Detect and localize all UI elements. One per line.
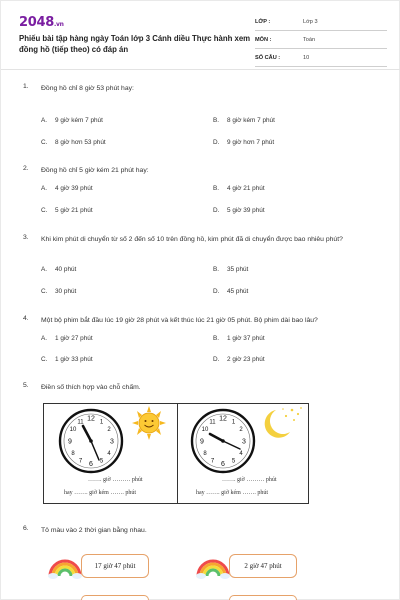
question-text: Tô màu vào 2 thời gian bằng nhau. — [41, 527, 147, 534]
time-card-text: 2 giờ 47 phút — [244, 562, 282, 570]
option-letter: B. — [213, 335, 220, 342]
clock-number: 7 — [210, 458, 215, 465]
clock-number: 12 — [219, 415, 227, 423]
clock-number: 5 — [99, 458, 104, 465]
meta-row-subject — [255, 33, 387, 49]
rainbow-icon — [47, 546, 83, 580]
option-1d[interactable] — [213, 139, 274, 146]
option-letter: D. — [213, 356, 220, 363]
clock-right — [184, 408, 262, 474]
clock-number: 9 — [68, 438, 72, 446]
question-text: Điền số thích hợp vào chỗ chấm. — [41, 384, 141, 391]
clock-number: 12 — [87, 415, 95, 423]
clock-number: 10 — [201, 427, 209, 433]
option-letter: C. — [41, 356, 48, 363]
clock-number: 3 — [242, 438, 246, 446]
clock-left-caption-1: ……. giờ ……… phút — [88, 477, 143, 483]
option-letter: B. — [213, 117, 220, 124]
option-letter: D. — [213, 207, 220, 214]
clock-left — [52, 408, 130, 474]
option-text: 30 phút — [55, 288, 77, 295]
question-text: Khi kim phút di chuyển từ số 2 đến số 10 trên đồng hồ, kim phút đã di chuyển được bao nhiêu phút? — [41, 236, 343, 243]
meta-value: Toán — [303, 37, 316, 43]
option-3b[interactable] — [213, 266, 248, 273]
option-letter: A. — [41, 185, 48, 192]
option-2c[interactable] — [41, 207, 93, 214]
option-text: 9 giờ hơn 7 phút — [227, 139, 275, 146]
option-text: 45 phút — [227, 288, 249, 295]
time-card-1[interactable] — [81, 554, 149, 578]
option-text: 9 giờ kém 7 phút — [55, 117, 103, 124]
clock-number: 3 — [110, 438, 114, 446]
meta-label: LỚP : — [255, 19, 271, 25]
question-text: Một bộ phim bắt đầu lúc 19 giờ 28 phút và kết thúc lúc 21 giờ 05 phút. Bộ phim dài bao lâu? — [41, 317, 318, 324]
question-number: 5. — [23, 382, 29, 389]
clock-number: 1 — [99, 419, 104, 426]
question-text: Đồng hồ chỉ 8 giờ 53 phút hay: — [41, 85, 134, 92]
option-1a[interactable] — [41, 117, 103, 124]
clock-number: 11 — [77, 419, 84, 426]
option-text: 1 giờ 27 phút — [55, 335, 93, 342]
time-card-2[interactable] — [229, 554, 297, 578]
option-2a[interactable] — [41, 185, 93, 192]
clock-number: 4 — [107, 451, 111, 457]
option-letter: C. — [41, 288, 48, 295]
clock-number: 10 — [69, 427, 77, 433]
option-text: 4 giờ 39 phút — [55, 185, 93, 192]
clock-right-caption-2: hay ……. giờ kém ……. phút — [196, 490, 268, 496]
clock-number: 4 — [239, 451, 243, 457]
clock-number: 7 — [78, 458, 83, 465]
meta-label: MÔN : — [255, 37, 272, 43]
clock-center — [221, 439, 225, 443]
brand-suffix: .vn — [53, 21, 64, 28]
option-4c[interactable] — [41, 356, 93, 363]
option-letter: B. — [213, 185, 220, 192]
option-letter: D. — [213, 139, 220, 146]
option-4d[interactable] — [213, 356, 265, 363]
clock-number: 11 — [209, 419, 216, 426]
clock-number: 6 — [221, 461, 225, 468]
option-text: 40 phút — [55, 266, 77, 273]
question-number: 6. — [23, 525, 29, 532]
meta-table — [255, 15, 387, 69]
question-number: 4. — [23, 315, 29, 322]
clock-number: 5 — [231, 458, 236, 465]
clock-right-caption-1: ……. giờ ……… phút — [222, 477, 277, 483]
question-number: 2. — [23, 165, 29, 172]
sun-icon — [130, 406, 168, 440]
option-letter: C. — [41, 207, 48, 214]
worksheet-header — [19, 15, 387, 71]
time-card-text: 17 giờ 47 phút — [94, 562, 136, 570]
meta-label: SỐ CÂU : — [255, 55, 281, 61]
option-letter: A. — [41, 335, 48, 342]
option-text: 5 giờ 21 phút — [55, 207, 93, 214]
option-1c[interactable] — [41, 139, 106, 146]
brand-main: 2048 — [19, 15, 54, 30]
option-text: 8 giờ hơn 53 phút — [55, 139, 106, 146]
option-3a[interactable] — [41, 266, 76, 273]
option-3d[interactable] — [213, 288, 248, 295]
clock-exercise-box — [43, 403, 309, 504]
option-4b[interactable] — [213, 335, 265, 342]
option-text: 35 phút — [227, 266, 249, 273]
option-text: 1 giờ 37 phút — [227, 335, 265, 342]
meta-value: 10 — [303, 55, 310, 61]
brand-logo[interactable] — [19, 15, 64, 30]
meta-row-count — [255, 51, 387, 67]
clock-number: 2 — [107, 427, 111, 433]
option-letter: B. — [213, 266, 220, 273]
question-number: 1. — [23, 83, 29, 90]
option-letter: A. — [41, 266, 48, 273]
clock-box-divider — [177, 404, 178, 503]
option-2d[interactable] — [213, 207, 265, 214]
clock-number: 9 — [200, 438, 204, 446]
option-1b[interactable] — [213, 117, 275, 124]
option-4a[interactable] — [41, 335, 93, 342]
meta-value: Lớp 3 — [303, 19, 318, 25]
option-text: 4 giờ 21 phút — [227, 185, 265, 192]
option-2b[interactable] — [213, 185, 265, 192]
clock-number: 6 — [89, 461, 93, 468]
time-card-partial — [81, 595, 149, 600]
clock-number: 8 — [203, 451, 207, 457]
clock-center — [89, 439, 93, 443]
option-text: 8 giờ kém 7 phút — [227, 117, 275, 124]
option-letter: A. — [41, 117, 48, 124]
clock-number: 2 — [239, 427, 243, 433]
moon-icon — [256, 406, 306, 442]
option-3c[interactable] — [41, 288, 76, 295]
meta-row-class — [255, 15, 387, 31]
option-text: 5 giờ 39 phút — [227, 207, 265, 214]
option-text: 1 giờ 33 phút — [55, 356, 93, 363]
clock-number: 8 — [71, 451, 75, 457]
option-letter: C. — [41, 139, 48, 146]
header-divider — [1, 69, 400, 70]
question-number: 3. — [23, 234, 29, 241]
clock-left-caption-2: hay ……. giờ kém ……. phút — [64, 490, 136, 496]
rainbow-icon — [195, 546, 231, 580]
time-card-partial — [229, 595, 297, 600]
clock-number: 1 — [231, 419, 236, 426]
option-letter: D. — [213, 288, 220, 295]
option-text: 2 giờ 23 phút — [227, 356, 265, 363]
question-text: Đồng hồ chỉ 5 giờ kém 21 phút hay: — [41, 167, 149, 174]
worksheet-title: Phiếu bài tập hàng ngày Toán lớp 3 Cánh diều Thực hành xem đồng hồ (tiếp theo) có đáp án — [19, 34, 251, 54]
